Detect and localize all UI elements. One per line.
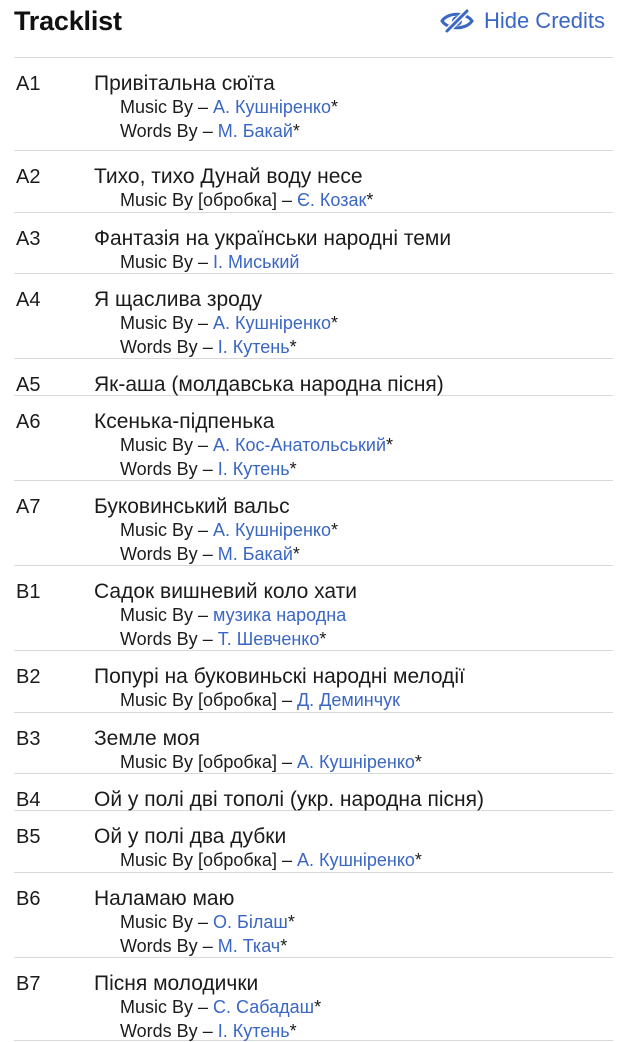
credit-suffix: * (314, 997, 322, 1017)
artist-link[interactable]: С. Сабадаш (213, 997, 315, 1017)
credit-suffix: * (280, 936, 288, 956)
table-row (14, 359, 613, 396)
track-position: B4 (16, 789, 41, 811)
credit-line (120, 313, 338, 334)
credit-line (120, 850, 422, 871)
table-row (14, 213, 613, 274)
credit-line (120, 459, 297, 480)
track-title: Буковинський вальс (94, 495, 290, 518)
artist-link[interactable]: І. Миський (213, 252, 300, 272)
credit-role: Music By – (120, 313, 209, 333)
artist-link[interactable]: А. Кушніренко (296, 752, 415, 772)
track-title: Наламаю маю (94, 887, 235, 910)
track-position: A1 (16, 73, 41, 95)
artist-link[interactable]: Є. Козак (296, 190, 367, 210)
track-position: A7 (16, 496, 41, 518)
credit-line (120, 337, 297, 358)
track-position: A6 (16, 411, 41, 433)
credit-role: Words By – (120, 337, 213, 357)
credit-suffix: * (319, 629, 327, 649)
hide-credits-label: Hide Credits (483, 8, 605, 33)
credit-suffix: * (330, 97, 338, 117)
credit-role: Music By [обробка] – (120, 850, 292, 870)
credit-suffix: * (289, 1021, 297, 1041)
table-row (14, 958, 613, 1041)
artist-link[interactable]: М. Ткач (217, 936, 281, 956)
tracklist-table (14, 57, 613, 1041)
credit-line (120, 544, 300, 565)
track-position: B1 (16, 581, 41, 603)
artist-link[interactable]: Т. Шевченко (217, 629, 320, 649)
artist-link[interactable]: А. Кушніренко (213, 97, 331, 117)
track-title: Садок вишневий коло хати (94, 580, 357, 603)
credit-role: Music By [обробка] – (120, 190, 292, 210)
credit-line (120, 605, 346, 626)
track-position: B3 (16, 728, 41, 750)
track-position: B6 (16, 888, 41, 910)
table-row (14, 774, 613, 811)
table-row (14, 151, 613, 213)
credit-suffix: * (287, 912, 295, 932)
credit-line (120, 936, 287, 957)
credit-role: Words By – (120, 629, 213, 649)
credit-suffix: * (289, 459, 297, 479)
track-title: Я щаслива зроду (94, 288, 263, 311)
table-row (14, 811, 613, 873)
track-position: A2 (16, 166, 41, 188)
credit-line (120, 97, 338, 118)
credit-role: Music By – (120, 912, 209, 932)
track-title: Земле моя (94, 727, 201, 750)
credit-suffix: * (386, 435, 394, 455)
table-row (14, 396, 613, 481)
credit-line (120, 190, 373, 211)
artist-link[interactable]: М. Бакай (217, 544, 293, 564)
track-title: Ой у полі два дубки (94, 825, 287, 848)
track-title: Привітальна сюїта (94, 72, 275, 95)
credit-role: Music By [обробка] – (120, 752, 292, 772)
credit-suffix: * (292, 544, 300, 564)
track-title: Як-аша (молдавська народна пісня) (94, 373, 444, 396)
track-title: Фантазія на українськи народні теми (94, 227, 452, 250)
credit-role: Music By – (120, 97, 209, 117)
credit-suffix: * (414, 850, 422, 870)
table-row (14, 566, 613, 651)
credit-line (120, 690, 400, 711)
credit-line (120, 520, 338, 541)
track-position: B5 (16, 826, 41, 848)
artist-link[interactable]: А. Кушніренко (213, 313, 331, 333)
credit-suffix: * (289, 337, 297, 357)
table-row (14, 713, 613, 774)
tracklist-title: Tracklist (14, 6, 122, 36)
credit-role: Music By – (120, 605, 209, 625)
credit-role: Music By – (120, 435, 209, 455)
track-title: Ксенька-підпенька (94, 410, 275, 433)
credit-suffix: * (366, 190, 374, 210)
table-row (14, 58, 613, 151)
credit-role: Words By – (120, 1021, 213, 1041)
credit-line (120, 912, 295, 933)
track-position: A5 (16, 374, 41, 396)
credit-role: Music By – (120, 997, 209, 1017)
credit-role: Words By – (120, 459, 213, 479)
artist-link[interactable]: А. Кос-Анатольський (213, 435, 387, 455)
track-title: Тихо, тихо Дунай воду несе (94, 165, 363, 188)
credit-line (120, 1021, 297, 1042)
artist-link[interactable]: І. Кутень (217, 337, 290, 357)
table-row (14, 651, 613, 713)
artist-link[interactable]: М. Бакай (217, 121, 293, 141)
artist-link[interactable]: А. Кушніренко (213, 520, 331, 540)
credit-line (120, 121, 300, 142)
track-position: B2 (16, 666, 41, 688)
credit-line (120, 629, 326, 650)
track-position: A3 (16, 228, 41, 250)
artist-link[interactable]: Д. Деминчук (296, 690, 401, 710)
artist-link[interactable]: А. Кушніренко (296, 850, 415, 870)
artist-link[interactable]: І. Кутень (217, 1021, 290, 1041)
eye-slash-icon (440, 8, 474, 34)
credit-line (120, 997, 321, 1018)
table-row (14, 873, 613, 958)
credit-role: Words By – (120, 544, 213, 564)
credit-role: Music By [обробка] – (120, 690, 292, 710)
table-row (14, 274, 613, 359)
track-position: B7 (16, 973, 41, 995)
tracklist-header (14, 0, 605, 46)
artist-link[interactable]: музика народна (213, 605, 347, 625)
credit-suffix: * (330, 520, 338, 540)
artist-link[interactable]: О. Білаш (213, 912, 288, 932)
credit-suffix: * (414, 752, 422, 772)
track-title: Ой у полі дві тополі (укр. народна пісня) (94, 788, 484, 811)
credit-role: Words By – (120, 936, 213, 956)
credit-role: Words By – (120, 121, 213, 141)
credit-role: Music By – (120, 520, 209, 540)
credit-line (120, 435, 393, 456)
track-title: Попурі на буковиньскі народні мелодії (94, 665, 465, 688)
table-row (14, 481, 613, 566)
track-position: A4 (16, 289, 41, 311)
credit-role: Music By – (120, 252, 209, 272)
track-title: Пісня молодички (94, 972, 259, 995)
credit-suffix: * (292, 121, 300, 141)
credit-line (120, 252, 299, 273)
credit-suffix: * (330, 313, 338, 333)
credit-line (120, 752, 422, 773)
artist-link[interactable]: І. Кутень (217, 459, 290, 479)
hide-credits-button[interactable] (440, 8, 605, 34)
